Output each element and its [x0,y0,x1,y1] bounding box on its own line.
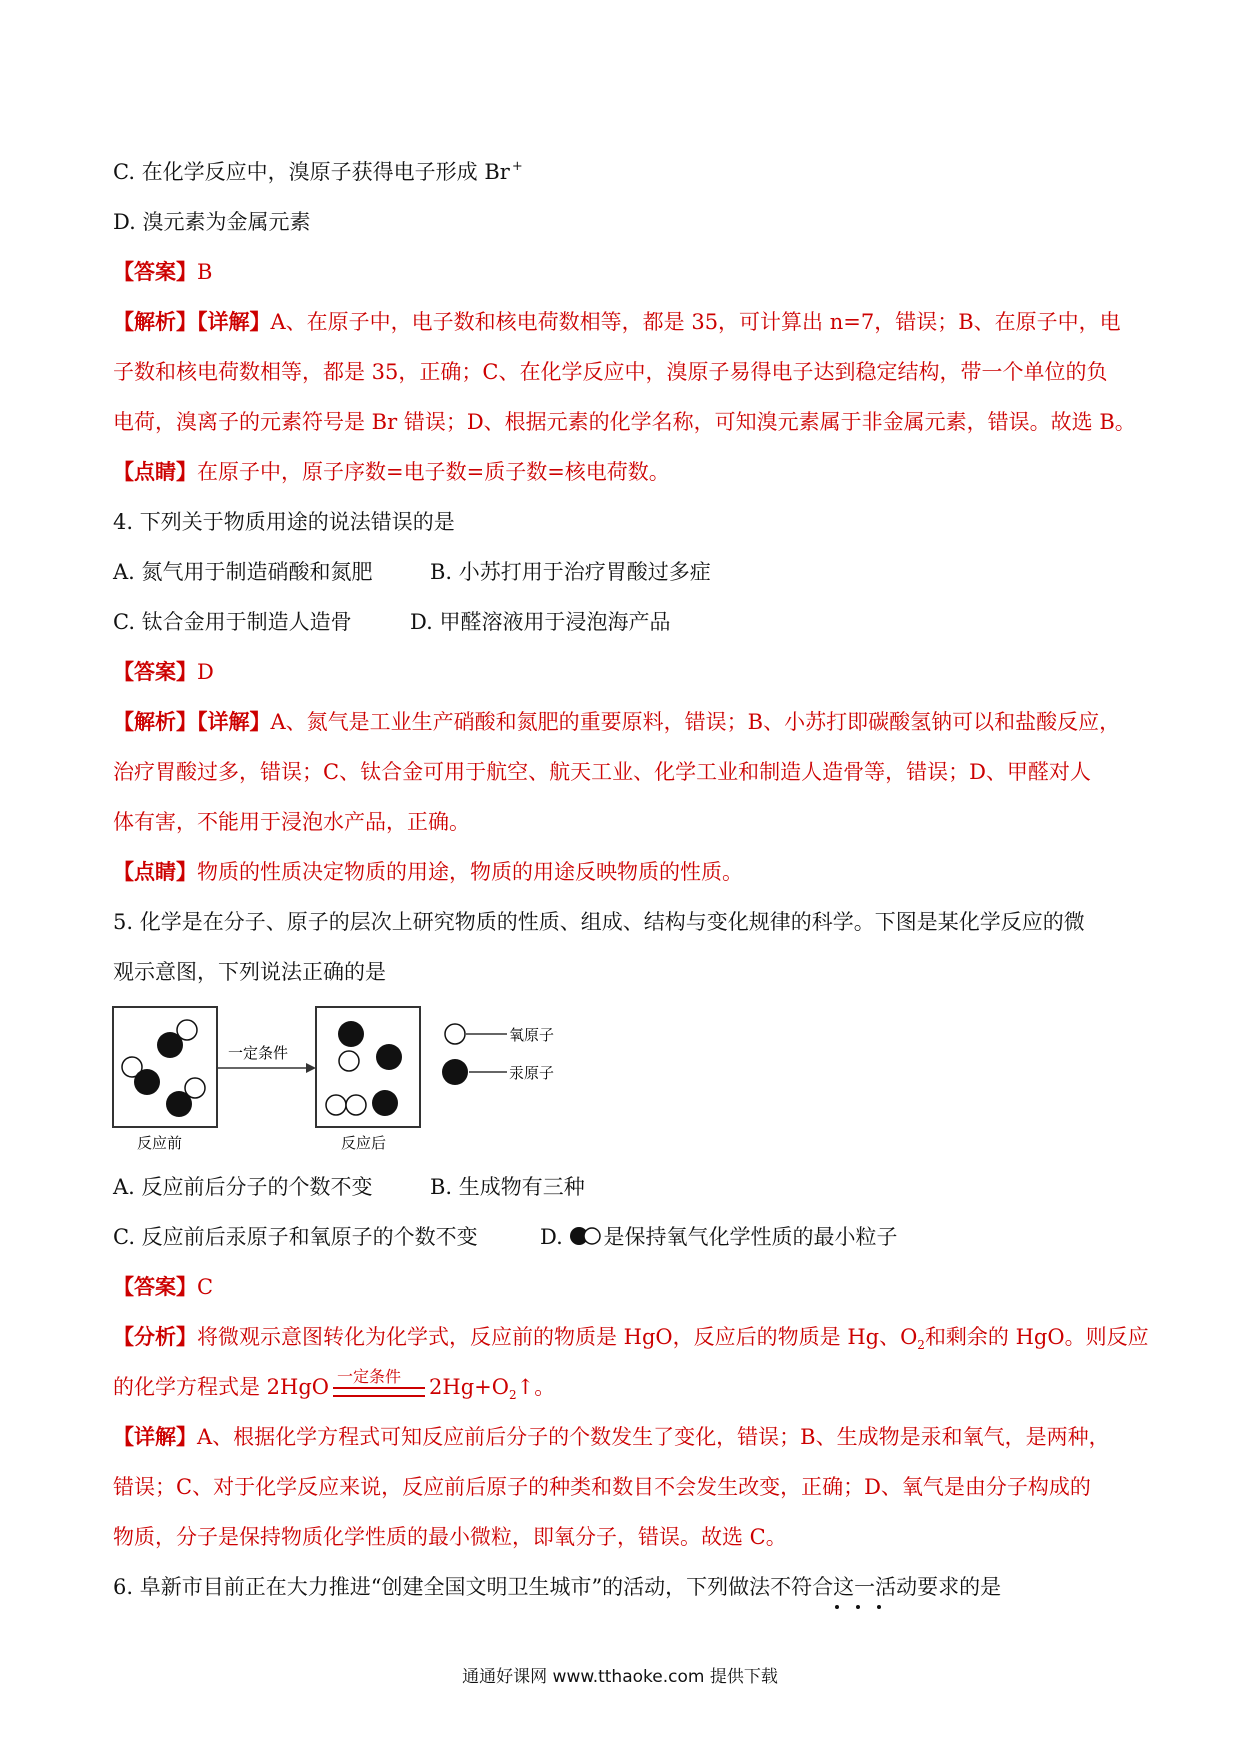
mercury-atom [376,1044,402,1070]
detail-q5-line3: 物质，分子是保持物质化学性质的最小微粒，即氧分子，错误。故选 C。 [113,1525,787,1549]
oxygen-atom [346,1095,366,1115]
legend-oxygen-label: 氧原子 [509,1026,555,1044]
answer-q5 [113,1272,213,1302]
analysis-tag: 【解析】【详解】 [113,309,271,334]
oxygen-atom [326,1095,346,1115]
subscript: 2 [917,1338,925,1352]
option-c-q3 [113,157,523,191]
before-label: 反应前 [137,1134,183,1152]
detail-tag: 【详解】 [113,1424,197,1449]
analysis-q5-line1 [113,1322,1149,1355]
options-q4-row2 [113,607,671,637]
answer-tag: 【答案】 [113,259,197,284]
question-6: 6. 阜新市目前正在大力推进“创建全国文明卫生城市”的活动，下列做法不符合这一活动要求的是 [113,1575,1002,1599]
mercury-atom [338,1021,364,1047]
oxygen-atom [339,1051,359,1071]
arrowhead [306,1063,316,1073]
option-c-superscript: + [511,159,523,174]
answer-value: B [197,260,213,284]
question-4: 4. 下列关于物质用途的说法错误的是 [113,510,455,534]
option-a-q5: A. 反应前后分子的个数不变 [113,1175,373,1199]
oxygen-molecule-icon [569,1225,603,1247]
option-d-q4: D. 甲醛溶液用于浸泡海产品 [410,610,671,634]
tip-tag: 【点睛】 [113,459,197,484]
option-d-text: 是保持氧气化学性质的最小粒子 [603,1225,898,1249]
question-5-line2: 观示意图，下列说法正确的是 [113,960,386,984]
emphasis-dot [835,1605,839,1609]
answer-tag: 【答案】 [113,659,197,684]
equation-end: ↑。 [516,1375,556,1399]
emphasis-dot [856,1605,860,1609]
analysis-q5-line2 [113,1367,556,1405]
option-a-q4: A. 氮气用于制造硝酸和氮肥 [113,560,373,584]
analysis-text: A、在原子中，电子数和核电荷数相等，都是 35，可计算出 n=7，错误；B、在原子中，电 [270,310,1121,334]
analysis-q4-line1 [113,707,1120,737]
tip-text: 在原子中，原子序数=电子数=质子数=核电荷数。 [197,460,670,484]
analysis-q3-line2: 子数和核电荷数相等，都是 35，正确；C、在化学反应中，溴原子易得电子达到稳定结构，带一个单位的负 [113,360,1108,384]
tip-q3 [113,457,670,487]
detail-q5-line2: 错误；C、对于化学反应来说，反应前后原子的种类和数目不会发生改变，正确；D、氧气是由分子构成的 [113,1475,1091,1499]
legend-oxygen-icon [445,1024,465,1044]
analysis-text: 将微观示意图转化为化学式，反应前的物质是 HgO，反应后的物质是 Hg、O [197,1325,918,1349]
options-q5-row1 [113,1172,585,1202]
answer-tag: 【答案】 [113,1274,197,1299]
mercury-atom [166,1091,192,1117]
tip-q4 [113,857,743,887]
option-c-q4: C. 钛合金用于制造人造骨 [113,610,352,634]
analysis-tag: 【分析】 [113,1324,197,1349]
tip-tag: 【点睛】 [113,859,197,884]
mercury-atom [372,1090,398,1116]
question-5-line1: 5. 化学是在分子、原子的层次上研究物质的性质、组成、结构与变化规律的科学。下图是某化学反应的微 [113,910,1085,934]
answer-value: C [197,1275,214,1299]
emphasis-dot [877,1605,881,1609]
arrow-label: 一定条件 [228,1044,289,1062]
detail-q5-line1 [113,1422,1110,1452]
mercury-atom [134,1069,160,1095]
page-footer: 通通好课网 www.tthaoke.com 提供下载 [462,1667,778,1687]
equation-lhs: 的化学方程式是 2HgO [113,1375,330,1399]
option-d-q5 [540,1222,897,1252]
condition-label: 一定条件 [337,1367,402,1386]
option-b-q4: B. 小苏打用于治疗胃酸过多症 [430,560,711,584]
equation-rhs: 2Hg+O [429,1375,509,1399]
option-b-q5: B. 生成物有三种 [430,1175,585,1199]
analysis-q3-line3: 电荷，溴离子的元素符号是 Br 错误；D、根据元素的化学名称，可知溴元素属于非金属元素，错误。故选 B。 [113,410,1136,434]
options-q4-row1 [113,557,711,587]
analysis-q3-line1 [113,307,1121,337]
option-d-prefix: D. [540,1225,563,1249]
analysis-text-cont: 和剩余的 HgO。则反应 [924,1325,1149,1349]
legend-mercury-label: 汞原子 [509,1064,555,1082]
detail-text: A、根据化学方程式可知反应前后分子的个数发生了变化，错误；B、生成物是汞和氧气，是两种， [197,1425,1110,1449]
equation-condition [329,1367,429,1402]
tip-text: 物质的性质决定物质的用途，物质的用途反映物质的性质。 [197,860,743,884]
subscript: 2 [508,1388,517,1402]
after-label: 反应后 [341,1134,387,1152]
option-c-q5: C. 反应前后汞原子和氧原子的个数不变 [113,1225,478,1249]
analysis-tag: 【解析】【详解】 [113,709,271,734]
answer-q3 [113,257,212,287]
analysis-q4-line3: 体有害，不能用于浸泡水产品，正确。 [113,810,470,834]
answer-q4 [113,657,214,687]
reaction-micro-diagram [112,1002,592,1152]
options-q5-row2 [113,1222,898,1252]
mercury-atom [157,1032,183,1058]
option-d-q3: D. 溴元素为金属元素 [113,210,311,234]
answer-value: D [197,660,214,684]
legend-mercury-icon [442,1059,468,1085]
option-c-text: C. 在化学反应中，溴原子获得电子形成 Br [113,160,510,184]
analysis-q4-line2: 治疗胃酸过多，错误；C、钛合金可用于航空、航天工业、化学工业和制造人造骨等，错误；D、甲醛对人 [113,760,1091,784]
analysis-text: A、氮气是工业生产硝酸和氮肥的重要原料，错误；B、小苏打即碳酸氢钠可以和盐酸反应， [270,710,1121,734]
